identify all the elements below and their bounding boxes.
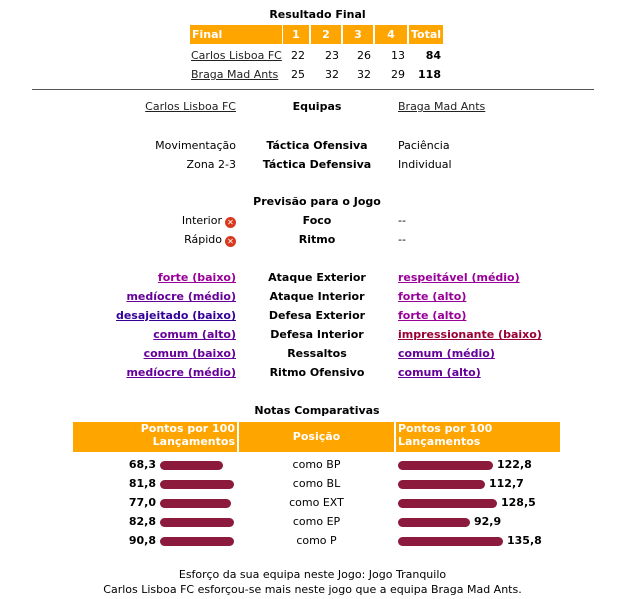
x-circle-icon: ✕ <box>225 217 236 228</box>
comparison-head-right-line2: Lançamentos <box>398 435 481 448</box>
rating-label: Ataque Interior <box>269 290 365 303</box>
score-cell: 32 <box>357 68 371 81</box>
tactic-home: Zona 2-3 <box>186 158 236 171</box>
divider <box>32 89 594 90</box>
rating-home-link[interactable]: desajeitado (baixo) <box>115 309 236 322</box>
effort-summary: Carlos Lisboa FC esforçou-se mais neste jogo que a equipa Braga Mad Ants. <box>103 583 522 596</box>
comparison-home-value: 77,0 <box>128 496 156 509</box>
score-total-away: 118 <box>418 68 441 81</box>
score-cell: 13 <box>391 49 405 62</box>
comparison-home-bar <box>160 461 223 470</box>
rating-away-link[interactable]: forte (alto) <box>398 290 467 303</box>
comparison-away-value: 122,8 <box>497 458 532 471</box>
comparison-position: como EP <box>292 515 341 528</box>
comparison-away-value: 128,5 <box>501 496 536 509</box>
comparison-position: como EXT <box>289 496 344 509</box>
rating-home-link[interactable]: forte (baixo) <box>157 271 236 284</box>
rating-label: Ressaltos <box>287 347 347 360</box>
comparison-home-bar <box>160 537 234 546</box>
score-cell: 25 <box>291 68 305 81</box>
rating-away-link[interactable]: impressionante (baixo) <box>398 328 542 341</box>
preview-label: Foco <box>302 214 332 227</box>
preview-away: -- <box>398 233 406 246</box>
comparison-title: Notas Comparativas <box>254 404 380 417</box>
comparison-head-left <box>73 422 237 452</box>
score-cell: 26 <box>357 49 371 62</box>
score-team-away[interactable]: Braga Mad Ants <box>191 68 279 81</box>
comparison-home-value: 90,8 <box>128 534 156 547</box>
rating-label: Ritmo Ofensivo <box>269 366 365 379</box>
score-header-q3: 3 <box>343 25 373 44</box>
rating-away-link[interactable]: respeitável (médio) <box>398 271 520 284</box>
comparison-away-value: 135,8 <box>507 534 542 547</box>
comparison-home-value: 82,8 <box>128 515 156 528</box>
score-total-home: 84 <box>425 49 441 62</box>
comparison-head-right <box>396 422 560 452</box>
comparison-away-bar <box>398 537 503 546</box>
preview-home-label: Rápido <box>184 233 222 246</box>
score-header-q2: 2 <box>311 25 341 44</box>
rating-home-link[interactable]: medíocre (médio) <box>126 366 236 379</box>
tactic-away: Individual <box>398 158 452 171</box>
rating-label: Defesa Interior <box>270 328 364 341</box>
score-cell: 22 <box>291 49 305 62</box>
preview-label: Ritmo <box>298 233 336 246</box>
comparison-head-left-line2: Lançamentos <box>152 435 235 448</box>
comparison-position: como BP <box>292 458 341 471</box>
preview-home <box>60 214 236 228</box>
comparison-home-bar <box>160 480 234 489</box>
score-header-final: Final <box>190 25 282 44</box>
preview-title: Previsão para o Jogo <box>253 195 381 208</box>
preview-home <box>60 233 236 247</box>
rating-home-link[interactable]: comum (alto) <box>153 328 236 341</box>
rating-label: Defesa Exterior <box>268 309 366 322</box>
scoreboard-title: Resultado Final <box>269 8 366 21</box>
tactic-away: Paciência <box>398 139 450 152</box>
comparison-home-value: 68,3 <box>128 458 156 471</box>
score-cell: 32 <box>325 68 339 81</box>
score-cell: 23 <box>325 49 339 62</box>
comparison-away-bar <box>398 461 493 470</box>
rating-home-link[interactable]: medíocre (médio) <box>126 290 236 303</box>
score-header-total: Total <box>409 25 443 44</box>
tactic-home: Movimentação <box>155 139 236 152</box>
comparison-home-bar <box>160 518 234 527</box>
tactic-label: Táctica Defensiva <box>262 158 372 171</box>
team-home-link[interactable]: Carlos Lisboa FC <box>145 100 236 113</box>
comparison-head-left-line1: Pontos por 100 <box>140 422 235 435</box>
comparison-home-value: 81,8 <box>128 477 156 490</box>
comparison-position: como P <box>296 534 337 547</box>
tactic-label: Táctica Ofensiva <box>266 139 368 152</box>
preview-away: -- <box>398 214 406 227</box>
comparison-away-value: 112,7 <box>489 477 524 490</box>
effort-text: Esforço da sua equipa neste Jogo: Jogo Tranquilo <box>178 568 447 581</box>
team-away-link[interactable]: Braga Mad Ants <box>398 100 486 113</box>
comparison-home-bar <box>160 499 231 508</box>
comparison-head-right-line1: Pontos por 100 <box>398 422 493 435</box>
comparison-position: como BL <box>292 477 341 490</box>
teams-label: Equipas <box>292 100 342 113</box>
x-circle-icon: ✕ <box>225 236 236 247</box>
comparison-away-bar <box>398 518 470 527</box>
comparison-head-mid: Posição <box>239 422 394 452</box>
rating-away-link[interactable]: comum (médio) <box>398 347 495 360</box>
score-cell: 29 <box>391 68 405 81</box>
rating-away-link[interactable]: forte (alto) <box>398 309 467 322</box>
rating-home-link[interactable]: comum (baixo) <box>143 347 236 360</box>
comparison-away-bar <box>398 480 485 489</box>
rating-label: Ataque Exterior <box>268 271 366 284</box>
preview-home-label: Interior <box>181 214 222 227</box>
comparison-away-value: 92,9 <box>474 515 502 528</box>
score-header-q1: 1 <box>283 25 309 44</box>
score-team-home[interactable]: Carlos Lisboa FC <box>191 49 282 62</box>
comparison-away-bar <box>398 499 497 508</box>
score-header-q4: 4 <box>375 25 407 44</box>
rating-away-link[interactable]: comum (alto) <box>398 366 481 379</box>
